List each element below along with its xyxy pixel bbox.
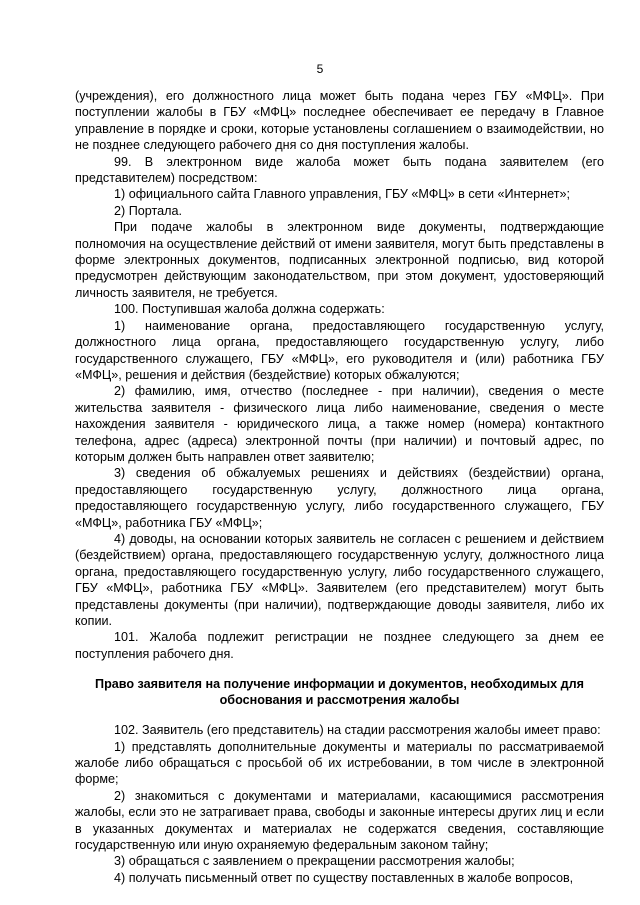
paragraph-100-item-1: 1) наименование органа, предоставляющего государственную услугу, должностного лица органа, предоставляющего государственную услугу, либо государственного служащего, ГБУ «МФЦ», его руководителя и (или) работника ГБУ «МФЦ», решения и действия (бездействие) которых обжалуются; xyxy=(75,318,604,382)
paragraph-102: 102. Заявитель (его представитель) на стадии рассмотрения жалобы имеет право: xyxy=(114,723,601,738)
paragraph-100-item-3: 3) сведения об обжалуемых решениях и действиях (бездействии) органа, предоставляющего государственную услугу, должностного лица органа, предоставляющего государственную услугу, либо государственного служащего, ГБУ «МФЦ», работника ГБУ «МФЦ»; xyxy=(75,466,604,530)
paragraph-101: 101. Жалоба подлежит регистрации не позднее следующего за днем ее поступления рабочего дня. xyxy=(75,630,604,661)
page-number: 5 xyxy=(316,62,324,76)
paragraph-100: 100. Поступившая жалоба должна содержать: xyxy=(114,302,385,317)
paragraph-102-item-1: 1) представлять дополнительные документы и материалы по рассматриваемой жалобе либо обращаться с просьбой об их истребовании, в том числе в электронной форме; xyxy=(75,739,604,787)
paragraph-99: 99. В электронном виде жалоба может быть подана заявителем (его представителем) посредством: xyxy=(75,154,604,186)
document-body xyxy=(75,88,604,886)
paragraph-99-item-1: 1) официального сайта Главного управления, ГБУ «МФЦ» в сети «Интернет»; xyxy=(114,187,570,202)
paragraph-99-item-2: 2) Портала. xyxy=(114,203,182,218)
paragraph-102-item-4: 4) получать письменный ответ по существу поставленных в жалобе вопросов, xyxy=(114,870,574,885)
paragraph-102-item-3: 3) обращаться с заявлением о прекращении рассмотрения жалобы; xyxy=(114,854,515,869)
paragraph-100-item-2: 2) фамилию, имя, отчество (последнее - при наличии), сведения о месте жительства заявителя - физического лица либо наименование, сведения о месте нахождения заявителя - юридического лица, а также номер (номера) контактного телефона, адрес (адреса) электронной почты (при наличии) и почтовый адрес, по которым должен быть направлен ответ заявителю; xyxy=(75,384,604,464)
paragraph-102-item-2: 2) знакомиться с документами и материалами, касающимися рассмотрения жалобы, если это не затрагивает права, свободы и законные интересы других лиц и если в указанных документах и материалах не содержатся сведения, составляющие государственную или иную охраняемую федеральным законом тайну; xyxy=(75,788,604,853)
section-heading xyxy=(75,676,604,708)
paragraph-electronic-docs: При подаче жалобы в электронном виде документы, подтверждающие полномочия на осуществление действий от имени заявителя, могут быть представлены в форме электронных документов, подписанных электронной подписью, вид которой предусмотрен действующим законодательством, при этом документ, удостоверяющий личность заявителя, не требуется. xyxy=(75,220,604,300)
section-heading-line-1: Право заявителя на получение информации и документов, необходимых для xyxy=(95,677,584,692)
paragraph-continuation: (учреждения), его должностного лица может быть подана через ГБУ «МФЦ». При поступлении жалобы в ГБУ «МФЦ» последнее обеспечивает ее передачу в Главное управление в порядке и сроки, которые установлены соглашением о взаимодействии, но не позднее следующего рабочего дня со дня поступления жалобы. xyxy=(75,89,604,153)
section-heading-line-2: обоснования и рассмотрения жалобы xyxy=(219,693,460,708)
paragraph-100-item-4: 4) доводы, на основании которых заявитель не согласен с решением и действием (бездействием) органа, предоставляющего государственную услугу, должностного лица органа, предоставляющего государственную услугу, либо государственного служащего, ГБУ «МФЦ», работника ГБУ «МФЦ». Заявителем (его представителем) могут быть представлены документы (при наличии), подтверждающие доводы заявителя, либо их копии. xyxy=(75,531,604,628)
